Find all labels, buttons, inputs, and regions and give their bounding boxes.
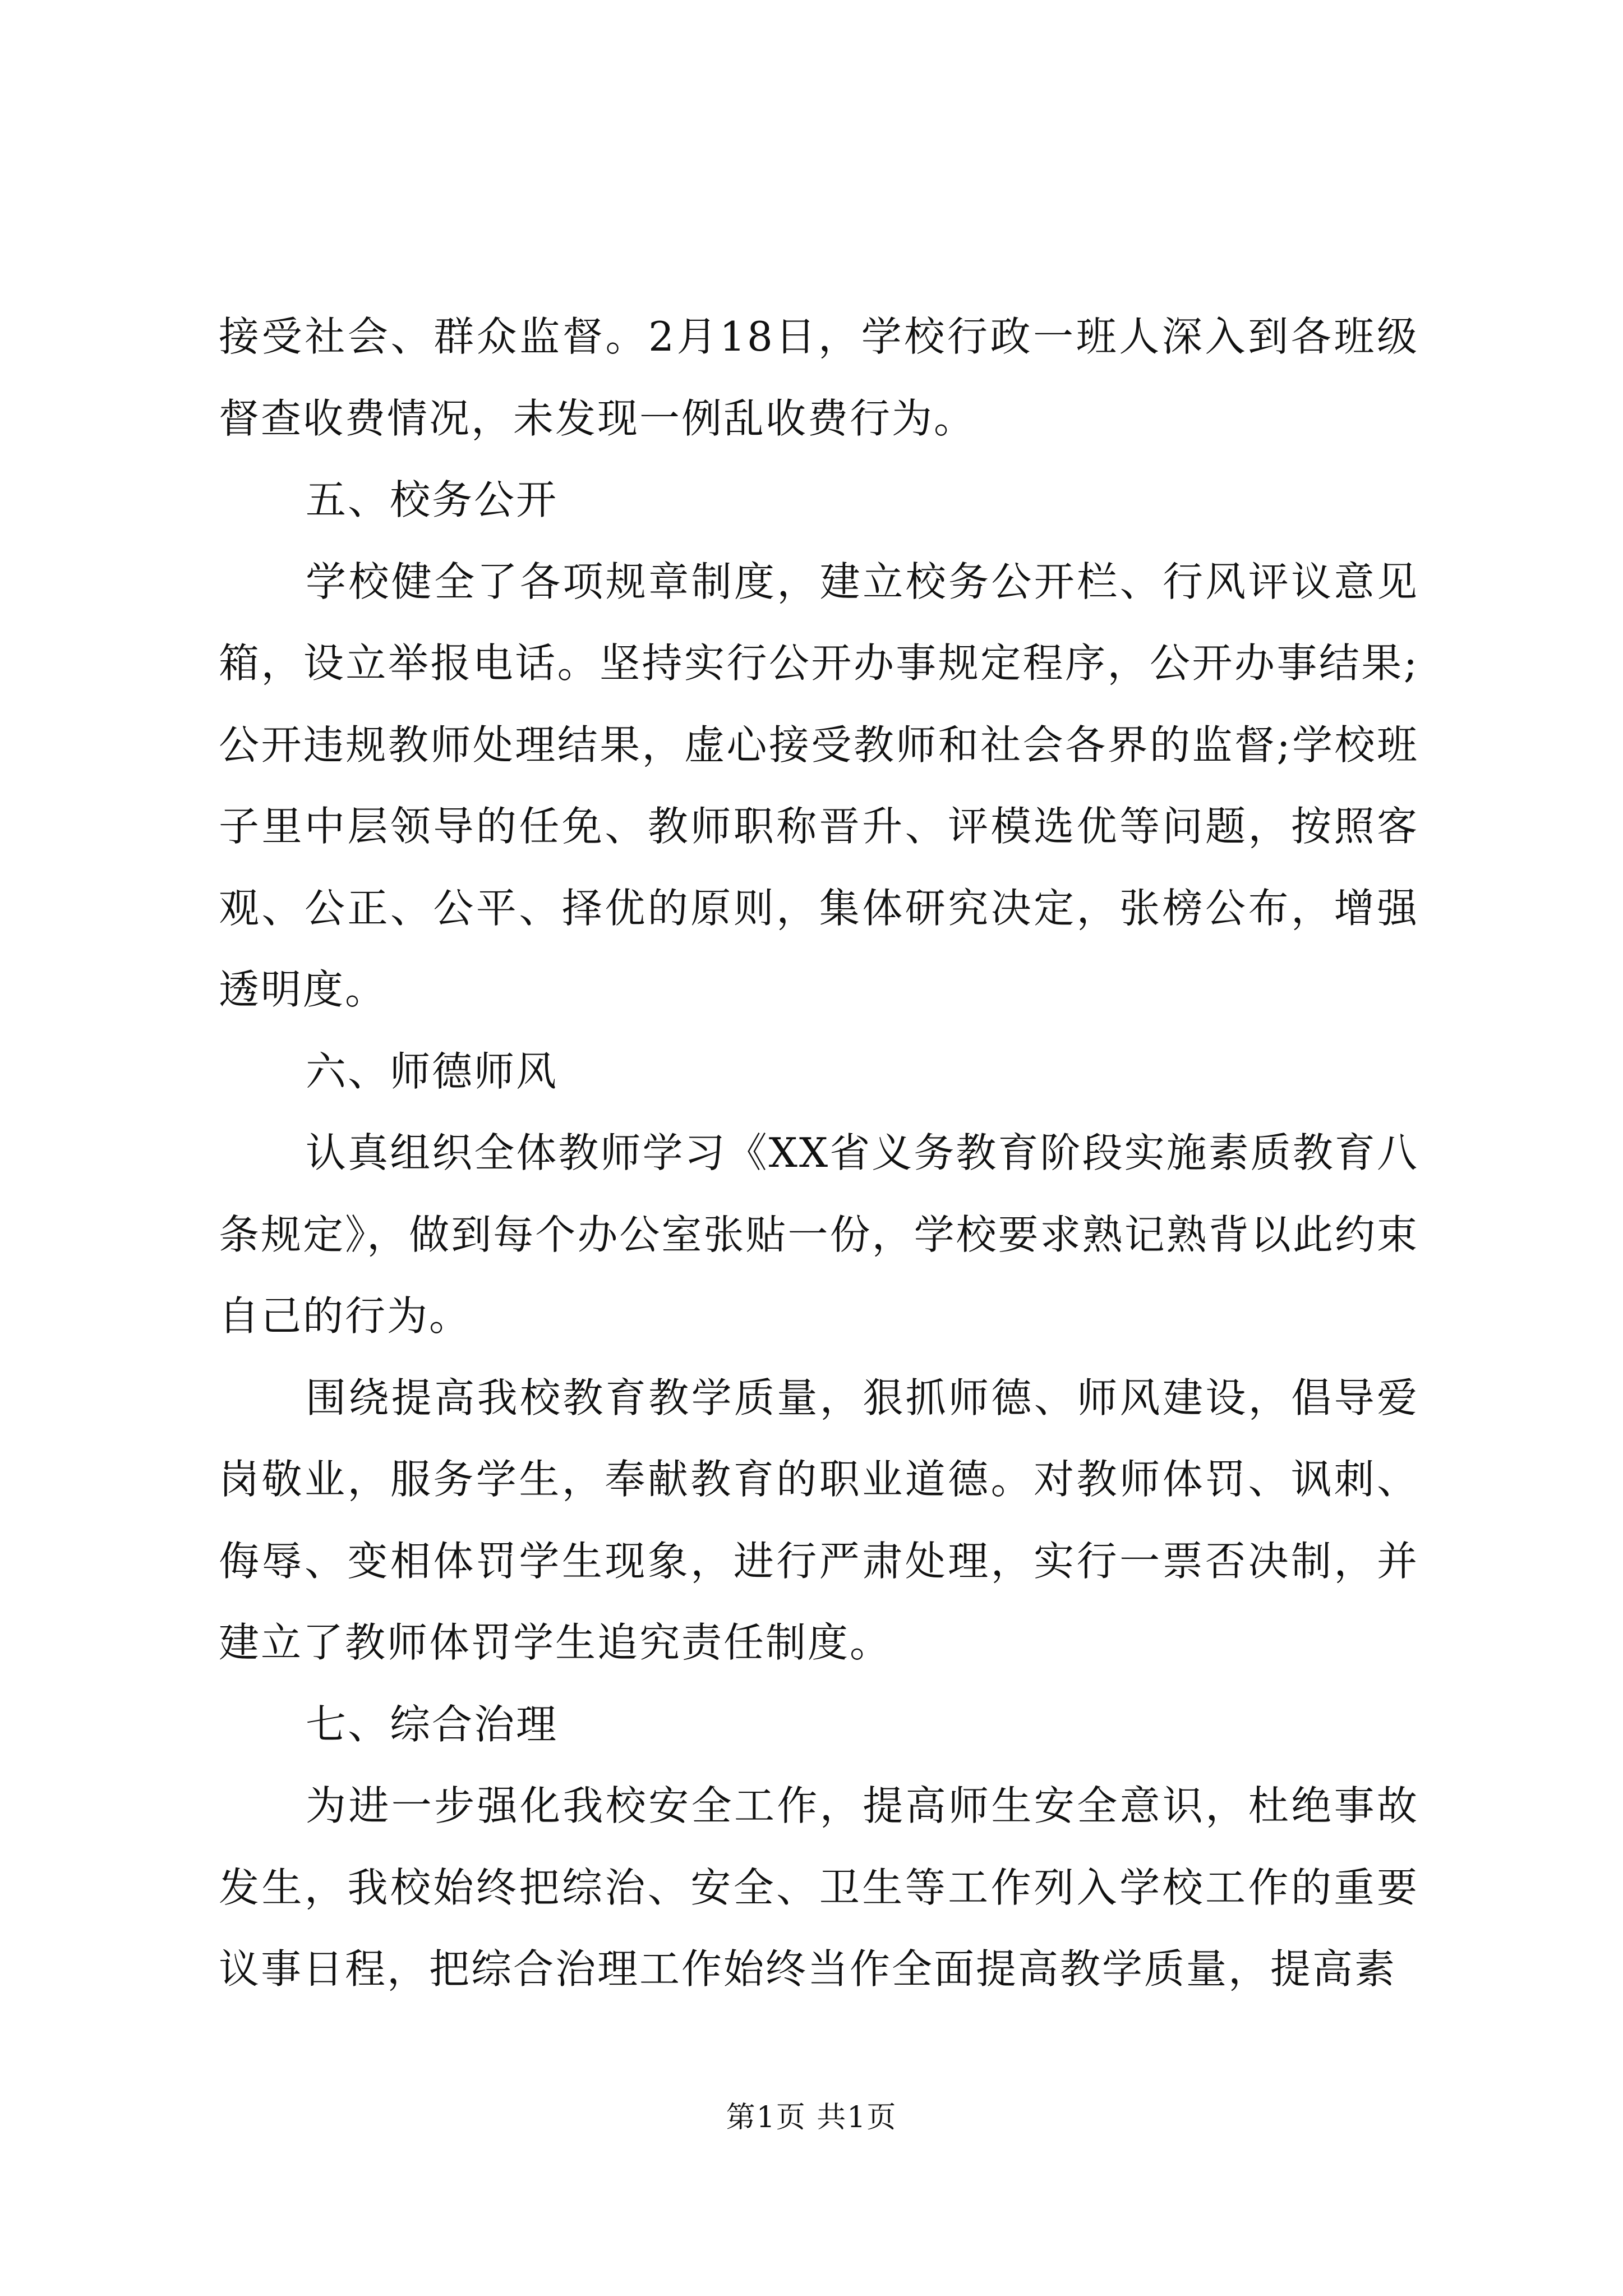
paragraph-safety: 为进一步强化我校安全工作，提高师生安全意识，杜绝事故发生，我校始终把综治、安全、卫生等工作列入学校工作的重要议事日程，把综合治理工作始终当作全面提高教学质量，提高素 (219, 1782, 1419, 1993)
document-body (219, 296, 1419, 2010)
section-heading-7: 七、综合治理 (306, 1700, 559, 1748)
section-heading-5: 五、校务公开 (306, 476, 559, 523)
section-heading-6: 六、师德师风 (306, 1047, 559, 1095)
paragraph-teacher-ethics: 围绕提高我校教育教学质量，狠抓师德、师风建设，倡导爱岗敬业，服务学生，奉献教育的职业道德。对教师体罚、讽刺、侮辱、变相体罚学生现象，进行严肃处理，实行一票否决制，并建立了教师体罚学生追究责任制度。 (219, 1374, 1419, 1666)
paragraph-continuation: 接受社会、群众监督。2月18日，学校行政一班人深入到各班级督查收费情况，未发现一例乱收费行为。 (219, 313, 1419, 442)
paragraph-study-rules: 认真组织全体教师学习《XX省义务教育阶段实施素质教育八条规定》，做到每个办公室张贴一份，学校要求熟记熟背以此约束自己的行为。 (219, 1129, 1419, 1340)
paragraph-school-affairs: 学校健全了各项规章制度，建立校务公开栏、行风评议意见箱，设立举报电话。坚持实行公开办事规定程序，公开办事结果;公开违规教师处理结果，虚心接受教师和社会各界的监督;学校班子里中层领导的任免、教师职称晋升、评模选优等问题，按照客观、公正、公平、择优的原则，集体研究决定，张榜公布，增强透明度。 (219, 558, 1419, 1013)
page-footer: 第1页 共1页 (726, 2101, 897, 2134)
